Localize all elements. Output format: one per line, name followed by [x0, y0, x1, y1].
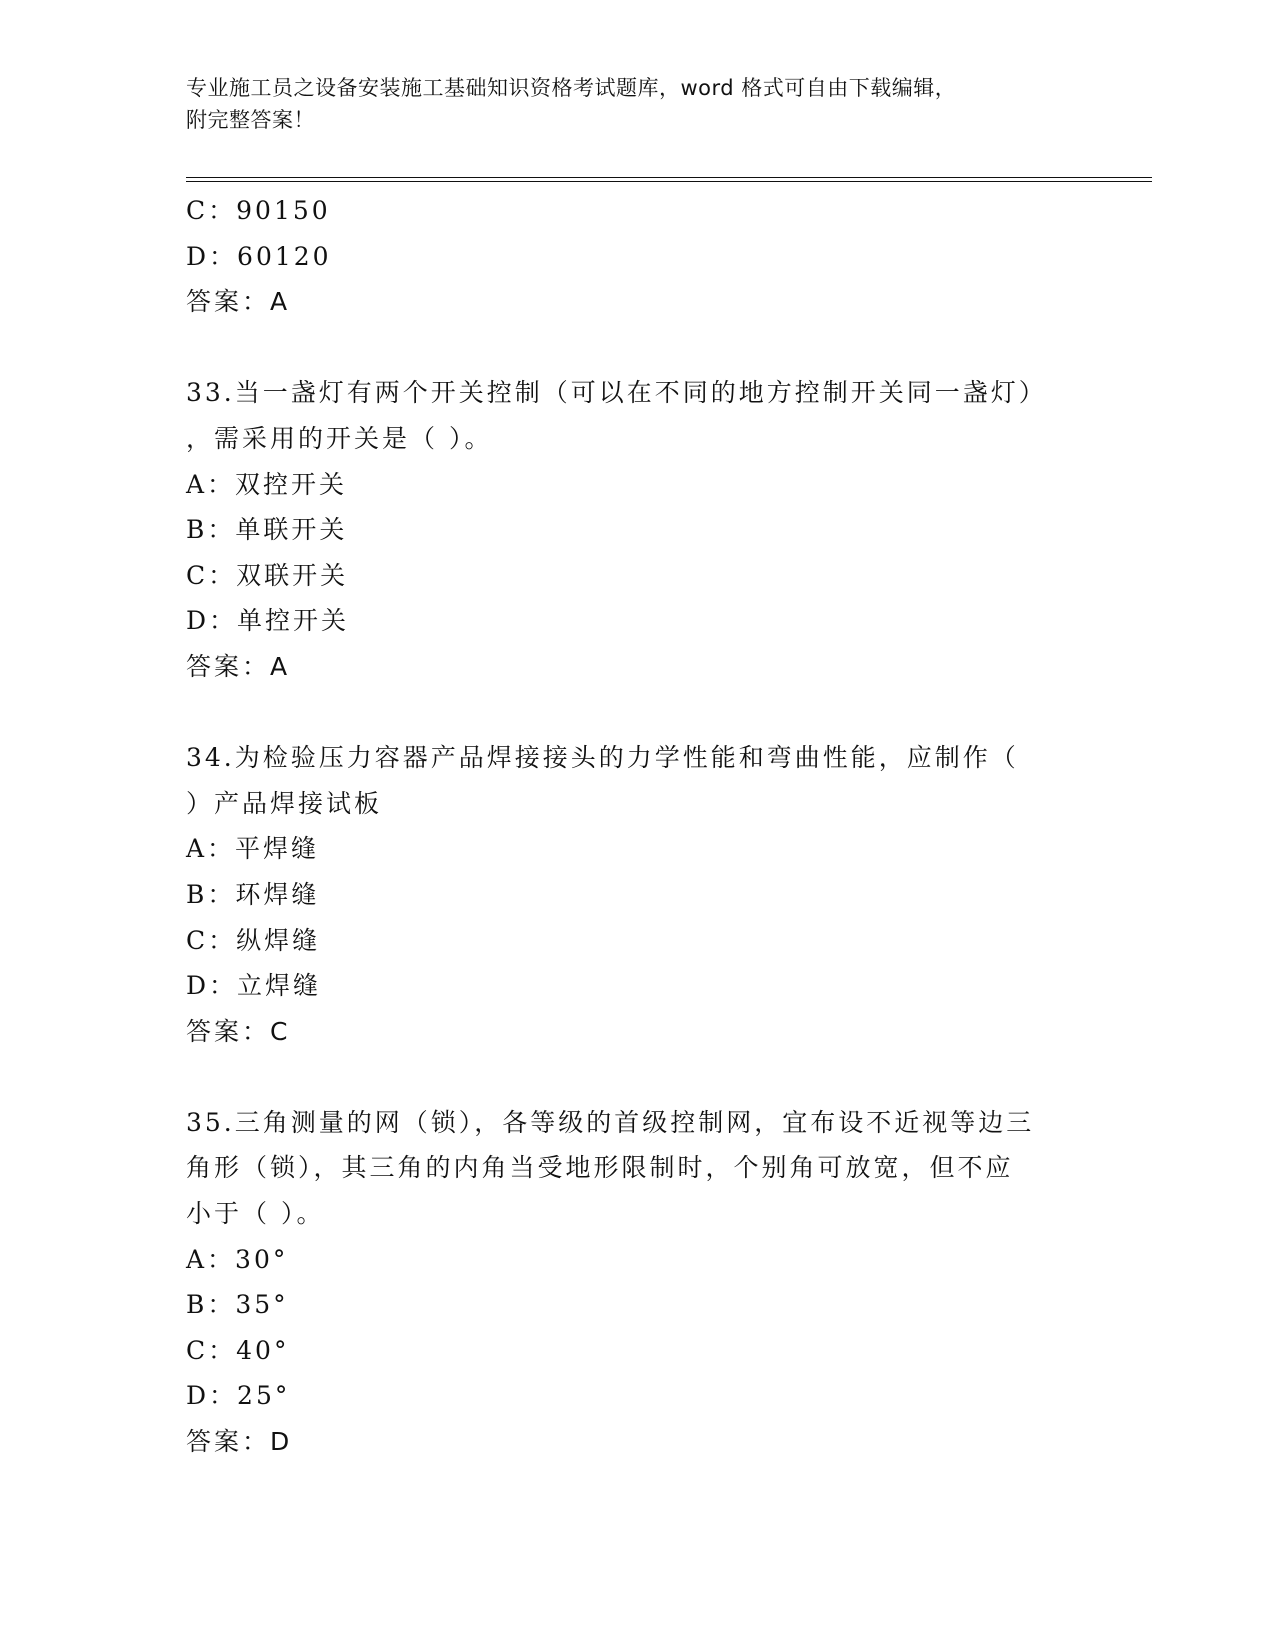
document-body — [186, 188, 1086, 1465]
question-text-line: ，需采用的开关是（ ）。 — [186, 423, 493, 453]
question-text-line: 34.为检验压力容器产品焊接接头的力学性能和弯曲性能，应制作（ — [186, 743, 1019, 773]
option-a: A：平焊缝 — [186, 834, 320, 864]
option-b: B：35° — [186, 1290, 289, 1320]
answer: 答案：D — [186, 1427, 293, 1457]
page-header — [186, 72, 1086, 136]
header-line-1: 专业施工员之设备安装施工基础知识资格考试题库，word 格式可自由下载编辑， — [186, 76, 957, 100]
option-b: B：环焊缝 — [186, 879, 320, 909]
spacer — [186, 690, 1086, 736]
option-d: D：单控开关 — [186, 606, 350, 636]
question-35 — [186, 1100, 1086, 1465]
header-divider-bottom — [186, 181, 1152, 182]
answer: 答案：A — [186, 287, 291, 317]
option-c: C：双联开关 — [186, 560, 349, 590]
option-c: C：90150 — [186, 196, 331, 225]
option-d: D：立焊缝 — [186, 971, 322, 1001]
option-c: C：纵焊缝 — [186, 925, 321, 955]
header-divider-top — [186, 177, 1152, 178]
answer: 答案：A — [186, 651, 291, 681]
option-a: A：双控开关 — [186, 469, 348, 499]
question-text-line: 角形（锁），其三角的内角当受地形限制时，个别角可放宽，但不应 — [186, 1153, 1014, 1183]
spacer — [186, 325, 1086, 371]
option-b: B：单联开关 — [186, 515, 348, 545]
option-d: D：25° — [186, 1381, 291, 1411]
option-d: D：60120 — [186, 241, 332, 271]
option-c: C：40° — [186, 1335, 290, 1365]
question-33 — [186, 370, 1086, 689]
header-line-2: 附完整答案！ — [186, 108, 315, 132]
option-a: A：30° — [186, 1244, 289, 1274]
question-34 — [186, 735, 1086, 1054]
question-text-line: ）产品焊接试板 — [186, 788, 383, 818]
answer: 答案：C — [186, 1016, 291, 1046]
question-text-line: 33.当一盏灯有两个开关控制（可以在不同的地方控制开关同一盏灯） — [186, 378, 1047, 408]
previous-question-tail — [186, 188, 1086, 325]
question-text-line: 35.三角测量的网（锁），各等级的首级控制网，宜布设不近视等边三 — [186, 1107, 1035, 1137]
spacer — [186, 1054, 1086, 1100]
question-text-line: 小于（ ）。 — [186, 1199, 325, 1229]
